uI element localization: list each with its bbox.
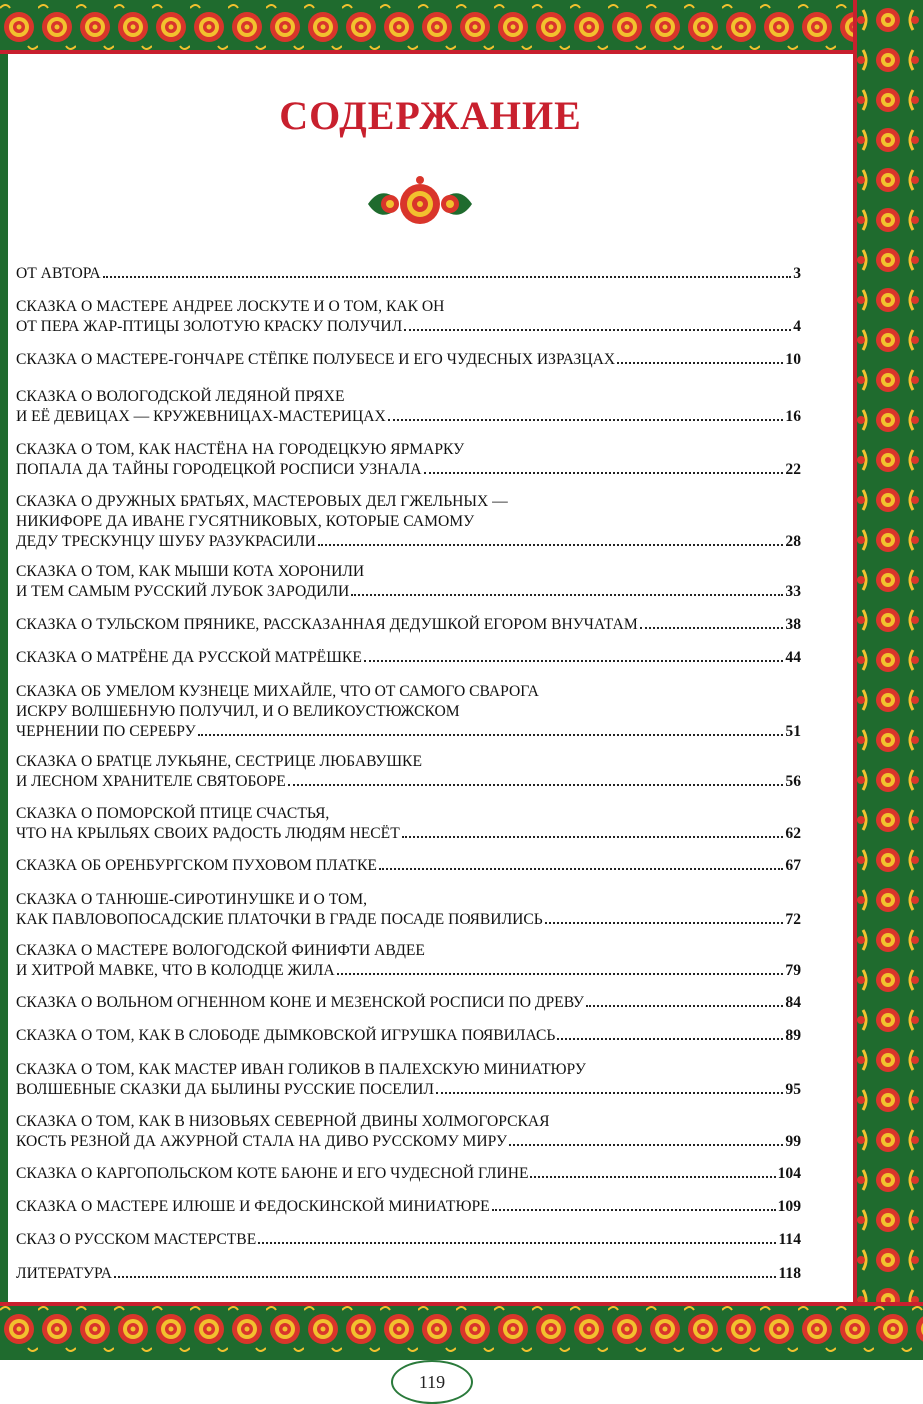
dot-leader (545, 922, 784, 924)
toc-entry[interactable] (16, 1112, 801, 1152)
toc-page-number: 33 (785, 583, 801, 600)
toc-entry-last-line (16, 1264, 801, 1284)
toc-entry-last-line (16, 1132, 801, 1152)
toc-page-number: 99 (785, 1133, 801, 1150)
toc-entry-title-line: СКАЗКА О КАРГОПОЛЬСКОМ КОТЕ БАЮНЕ И ЕГО ЧУДЕСНОЙ ГЛИНЕ (16, 1165, 529, 1182)
toc-page-number: 38 (785, 616, 801, 633)
toc-entry[interactable] (16, 387, 801, 427)
dot-leader (379, 868, 784, 870)
toc-entry-title-line: СКАЗКА О ТОМ, КАК В НИЗОВЬЯХ СЕВЕРНОЙ ДВИНЫ ХОЛМОГОРСКАЯ (16, 1113, 550, 1130)
dot-leader (617, 362, 783, 364)
toc-entry-last-line (16, 910, 801, 930)
toc-entry[interactable] (16, 1197, 801, 1217)
toc-page-number: 67 (785, 857, 801, 874)
toc-entry-last-line (16, 961, 801, 981)
dot-leader (337, 973, 784, 975)
dot-leader (404, 329, 791, 331)
toc-entry[interactable] (16, 682, 801, 742)
folk-flower-ornament-icon (360, 176, 480, 232)
toc-entry[interactable] (16, 993, 801, 1013)
frame-bottom-ornament (0, 1302, 923, 1360)
toc-entry[interactable] (16, 1060, 801, 1100)
toc-page-number: 44 (785, 649, 801, 666)
toc-entry-title-line: СКАЗКА О МАСТЕРЕ ВОЛОГОДСКОЙ ФИНИФТИ АВДЕЕ (16, 942, 425, 959)
toc-entry-title-line: И ХИТРОЙ МАВКЕ, ЧТО В КОЛОДЦЕ ЖИЛА (16, 962, 335, 979)
dot-leader (530, 1176, 775, 1178)
toc-page-number: 89 (785, 1027, 801, 1044)
toc-page-number: 56 (785, 773, 801, 790)
frame-right-ornament (853, 0, 923, 1360)
toc-entry-title-line: СКАЗКА О ТОМ, КАК НАСТЁНА НА ГОРОДЕЦКУЮ ЯРМАРКУ (16, 441, 465, 458)
dot-leader (364, 660, 784, 662)
dot-leader (388, 419, 784, 421)
toc-entry-title-line: СКАЗКА О ТУЛЬСКОМ ПРЯНИКЕ, РАССКАЗАННАЯ ДЕДУШКОЙ ЕГОРОМ ВНУЧАТАМ (16, 616, 638, 633)
dot-leader (557, 1038, 783, 1040)
toc-entry[interactable] (16, 890, 801, 930)
toc-entry[interactable] (16, 1230, 801, 1250)
toc-entry-title-line: КОСТЬ РЕЗНОЙ ДА АЖУРНОЙ СТАЛА НА ДИВО РУССКОМУ МИРУ (16, 1133, 508, 1150)
dot-leader (424, 472, 784, 474)
toc-page-number: 10 (785, 351, 801, 368)
toc-entry-title-line: СКАЗКА О МАСТЕРЕ ИЛЮШЕ И ФЕДОСКИНСКОЙ МИНИАТЮРЕ (16, 1198, 490, 1215)
toc-page (8, 54, 853, 1392)
toc-page-number: 104 (777, 1165, 801, 1182)
toc-page-number: 28 (785, 533, 801, 550)
toc-entry-title-line: СКАЗКА О БРАТЦЕ ЛУКЬЯНЕ, СЕСТРИЦЕ ЛЮБАВУШКЕ (16, 753, 422, 770)
toc-entry-last-line (16, 264, 801, 284)
toc-page-number: 16 (785, 408, 801, 425)
toc-entry-title-line: ДЕДУ ТРЕСКУНЦУ ШУБУ РАЗУКРАСИЛИ (16, 533, 316, 550)
toc-page-number: 79 (785, 962, 801, 979)
dot-leader (640, 627, 784, 629)
toc-entry-title-line: КАК ПАВЛОВОПОСАДСКИЕ ПЛАТОЧКИ В ГРАДЕ ПОСАДЕ ПОЯВИЛИСЬ (16, 911, 543, 928)
toc-entry-title-line: СКАЗКА О ПОМОРСКОЙ ПТИЦЕ СЧАСТЬЯ, (16, 805, 330, 822)
toc-entry-last-line (16, 648, 801, 668)
toc-page-number: 84 (785, 994, 801, 1011)
toc-entry-title-line: СКАЗКА О ТОМ, КАК МАСТЕР ИВАН ГОЛИКОВ В ПАЛЕХСКУЮ МИНИАТЮРУ (16, 1061, 586, 1078)
toc-entry-title-line: НИКИФОРЕ ДА ИВАНЕ ГУСЯТНИКОВЫХ, КОТОРЫЕ САМОМУ (16, 513, 475, 530)
toc-entry-title-line: СКАЗКА О ВОЛЬНОМ ОГНЕННОМ КОНЕ И МЕЗЕНСКОЙ РОСПИСИ ПО ДРЕВУ (16, 994, 584, 1011)
dot-leader (351, 594, 783, 596)
toc-page-number: 22 (785, 461, 801, 478)
toc-entry-last-line (16, 1197, 801, 1217)
toc-page-number: 95 (785, 1081, 801, 1098)
dot-leader (402, 836, 784, 838)
toc-entry-last-line (16, 722, 801, 742)
toc-page-number: 118 (778, 1265, 801, 1282)
toc-entry[interactable] (16, 941, 801, 981)
dot-leader (492, 1209, 776, 1211)
dot-leader (103, 276, 792, 278)
toc-entry-last-line (16, 532, 801, 552)
toc-entry-last-line (16, 1080, 801, 1100)
toc-entry-last-line (16, 1230, 801, 1250)
toc-entry-title-line: ВОЛШЕБНЫЕ СКАЗКИ ДА БЫЛИНЫ РУССКИЕ ПОСЕЛИЛ (16, 1081, 435, 1098)
page-number: 119 (391, 1360, 473, 1404)
toc-entry-title-line: ПОПАЛА ДА ТАЙНЫ ГОРОДЕЦКОЙ РОСПИСИ УЗНАЛА (16, 461, 422, 478)
toc-entry-last-line (16, 993, 801, 1013)
toc-entry-last-line (16, 407, 801, 427)
toc-entry-last-line (16, 460, 801, 480)
toc-entry[interactable] (16, 1026, 801, 1046)
toc-entry-last-line (16, 772, 801, 792)
toc-entry[interactable] (16, 264, 801, 284)
page-title: СОДЕРЖАНИЕ (279, 93, 582, 138)
toc-entry-title-line: ОТ АВТОРА (16, 265, 101, 282)
toc-entry-title-line: И ЛЕСНОМ ХРАНИТЕЛЕ СВЯТОБОРЕ (16, 773, 286, 790)
toc-entry[interactable] (16, 350, 801, 370)
toc-entry-title-line: СКАЗКА О ТОМ, КАК В СЛОБОДЕ ДЫМКОВСКОЙ ИГРУШКА ПОЯВИЛАСЬ (16, 1027, 556, 1044)
toc-entry-title-line: И ЕЁ ДЕВИЦАХ — КРУЖЕВНИЦАХ-МАСТЕРИЦАХ (16, 408, 386, 425)
toc-entry-title-line: ИСКРУ ВОЛШЕБНУЮ ПОЛУЧИЛ, И О ВЕЛИКОУСТЮЖСКОМ (16, 703, 460, 720)
toc-entry-title-line: СКАЗКА О МАТРЁНЕ ДА РУССКОЙ МАТРЁШКЕ (16, 649, 362, 666)
toc-entry-last-line (16, 615, 801, 635)
dot-leader (288, 784, 784, 786)
toc-entry-last-line (16, 582, 801, 602)
dot-leader (114, 1276, 777, 1278)
dot-leader (436, 1092, 783, 1094)
toc-entry-title-line: ОТ ПЕРА ЖАР-ПТИЦЫ ЗОЛОТУЮ КРАСКУ ПОЛУЧИЛ (16, 318, 403, 335)
toc-entry-title-line: ЛИТЕРАТУРА (16, 1265, 112, 1282)
toc-entry-last-line (16, 1026, 801, 1046)
toc-entry-last-line (16, 317, 801, 337)
frame-left-border (0, 0, 8, 1360)
toc-entry[interactable] (16, 615, 801, 635)
toc-entry-title-line: СКАЗКА О ТОМ, КАК МЫШИ КОТА ХОРОНИЛИ (16, 563, 365, 580)
toc-entry-title-line: СКАЗКА О МАСТЕРЕ-ГОНЧАРЕ СТЁПКЕ ПОЛУБЕСЕ И ЕГО ЧУДЕСНЫХ ИЗРАЗЦАХ (16, 351, 616, 368)
toc-entry-title-line: ЧЕРНЕНИИ ПО СЕРЕБРУ (16, 723, 196, 740)
toc-entry[interactable] (16, 492, 801, 552)
toc-entry-last-line (16, 1164, 801, 1184)
toc-entry-title-line: СКАЗКА О ДРУЖНЫХ БРАТЬЯХ, МАСТЕРОВЫХ ДЕЛ ГЖЕЛЬНЫХ — (16, 493, 508, 510)
toc-entry[interactable] (16, 1264, 801, 1284)
toc-page-number: 62 (785, 825, 801, 842)
toc-entry-title-line: СКАЗКА О ТАНЮШЕ-СИРОТИНУШКЕ И О ТОМ, (16, 891, 368, 908)
toc-page-number: 51 (785, 723, 801, 740)
toc-page-number: 3 (793, 265, 801, 282)
toc-entry-title-line: ЧТО НА КРЫЛЬЯХ СВОИХ РАДОСТЬ ЛЮДЯМ НЕСЁТ (16, 825, 400, 842)
toc-entry-last-line (16, 856, 801, 876)
dot-leader (198, 734, 784, 736)
toc-entry[interactable] (16, 562, 801, 602)
toc-entry-title-line: СКАЗ О РУССКОМ МАСТЕРСТВЕ (16, 1231, 257, 1248)
toc-entry[interactable] (16, 804, 801, 844)
toc-entry[interactable] (16, 856, 801, 876)
toc-entry[interactable] (16, 648, 801, 668)
toc-entry[interactable] (16, 297, 801, 337)
toc-page-number: 109 (777, 1198, 801, 1215)
toc-entry-title-line: СКАЗКА ОБ УМЕЛОМ КУЗНЕЦЕ МИХАЙЛЕ, ЧТО ОТ САМОГО СВАРОГА (16, 683, 539, 700)
toc-entry-title-line: СКАЗКА ОБ ОРЕНБУРГСКОМ ПУХОВОМ ПЛАТКЕ (16, 857, 377, 874)
toc-page-number: 114 (778, 1231, 801, 1248)
frame-top-ornament (0, 0, 923, 54)
dot-leader (318, 544, 784, 546)
toc-entry-title-line: СКАЗКА О МАСТЕРЕ АНДРЕЕ ЛОСКУТЕ И О ТОМ, КАК ОН (16, 298, 445, 315)
toc-page-number: 72 (785, 911, 801, 928)
toc-entry-title-line: И ТЕМ САМЫМ РУССКИЙ ЛУБОК ЗАРОДИЛИ (16, 583, 350, 600)
toc-entry-last-line (16, 824, 801, 844)
toc-entry[interactable] (16, 1164, 801, 1184)
dot-leader (258, 1242, 776, 1244)
dot-leader (509, 1144, 783, 1146)
toc-entry-title-line: СКАЗКА О ВОЛОГОДСКОЙ ЛЕДЯНОЙ ПРЯХЕ (16, 388, 345, 405)
toc-entry[interactable] (16, 440, 801, 480)
toc-entry-last-line (16, 350, 801, 370)
dot-leader (586, 1005, 784, 1007)
toc-page-number: 4 (793, 318, 801, 335)
toc-entry[interactable] (16, 752, 801, 792)
